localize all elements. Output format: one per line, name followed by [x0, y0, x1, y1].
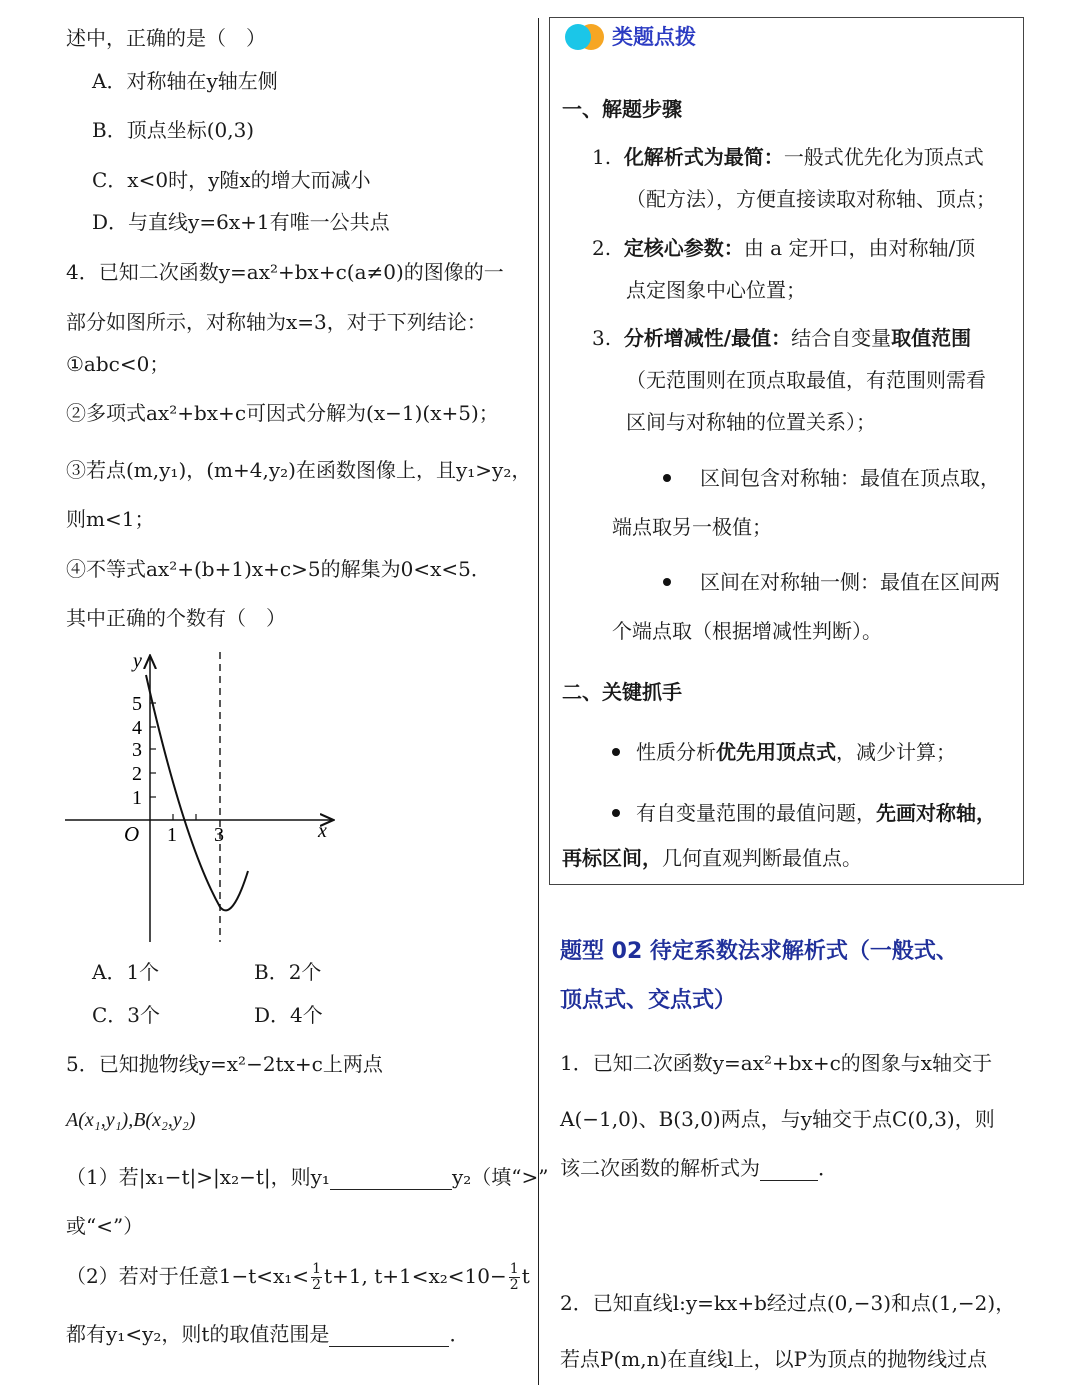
sub-bullet-2: 区间在对称轴一侧：最值在区间两 [700, 570, 1000, 594]
q4-question: 其中正确的个数有（ ） [66, 606, 286, 630]
r-q1-blank [760, 1158, 818, 1181]
x-tick-3: 3 [214, 824, 224, 846]
r-q1-end: ． [818, 1156, 838, 1180]
q5-part2-text-a: （2）若对于任意1−t<x₁< [66, 1264, 310, 1288]
step-1-num: 1. [592, 145, 612, 169]
step-3-num: 3. [592, 326, 612, 350]
fraction-half-1-num: 1 [312, 1261, 321, 1277]
r-q1-line3 [560, 1154, 838, 1182]
step-1-bold: 化解析式为最简： [623, 145, 784, 169]
r-q1-line1: 1．已知二次函数y=ax²+bx+c的图象与x轴交于 [560, 1051, 993, 1075]
bullet-dot-icon [663, 474, 671, 482]
sub-bullet-1-cont: 端点取另一极值； [612, 515, 772, 539]
bullet-dot-icon [612, 809, 620, 817]
q5-part1-text: （1）若|x₁−t|>|x₂−t|，则y₁ [66, 1165, 330, 1189]
step-2 [592, 234, 975, 262]
q4-line1: 4．已知二次函数y=ax²+bx+c(a≠0)的图像的一 [66, 260, 504, 284]
key-2-d: 几何直观判断最值点。 [662, 846, 862, 870]
step-2-text: 由 a 定开口，由对称轴/顶 [743, 236, 976, 260]
sub-bullet-2-cont: 个端点取（根据增减性判断）。 [612, 619, 882, 643]
fraction-half-2-num: 1 [509, 1261, 519, 1277]
q3-stem: 述中，正确的是（ ） [66, 26, 266, 50]
q5-points: A(x₁,y₁),B(x₂,y₂) [66, 1109, 196, 1131]
q3-option-c: C．x<0时，y随x的增大而减小 [92, 168, 371, 192]
y-tick-4: 4 [132, 717, 142, 739]
key-2-c: 再标区间， [562, 846, 662, 870]
sub-bullet-1: 区间包含对称轴：最值在顶点取， [700, 466, 1000, 490]
key-point-2-cont [562, 844, 862, 872]
tips-section-2: 二、关键抓手 [562, 680, 682, 704]
q5-part2-cont [66, 1320, 469, 1348]
x-tick-1: 1 [167, 824, 177, 846]
q5-part2-text-c: t [521, 1264, 530, 1288]
q4-line2: 部分如图所示，对称轴为x=3，对于下列结论： [66, 310, 487, 334]
step-3-text: 结合自变量 [791, 326, 892, 350]
tips-section-1: 一、解题步骤 [562, 97, 682, 121]
y-tick-5: 5 [132, 693, 142, 715]
key-point-1 [636, 738, 956, 766]
step-3-bold: 分析增减性/最值： [623, 326, 792, 350]
q5-part1-cont: 或“<”） [66, 1214, 144, 1238]
y-tick-3: 3 [132, 739, 142, 761]
r-q1-text: 该二次函数的解析式为 [560, 1156, 760, 1180]
y-axis-label: y [133, 650, 142, 672]
key-1-c: ，减少计算； [836, 740, 956, 764]
key-2-b: 先画对称轴， [876, 801, 996, 825]
q5-part1-blank [330, 1167, 452, 1190]
step-3-cont-2: 区间与对称轴的位置关系）； [626, 410, 876, 434]
bullet-dot-icon [612, 748, 620, 756]
step-3-bold2: 取值范围 [891, 326, 972, 350]
parabola-curve [146, 675, 248, 910]
q4-conclusion-2: ②多项式ax²+bx+c可因式分解为(x−1)(x+5)； [66, 401, 499, 425]
q4-conclusion-3: ③若点(m,y₁)，(m+4,y₂)在函数图像上，且y₁>y₂， [66, 458, 532, 482]
q5-part1 [66, 1163, 548, 1191]
q5-part2-end: ． [449, 1322, 470, 1346]
section-title-line1: 题型 02 待定系数法求解析式（一般式、 [560, 939, 958, 964]
section-title-line2: 顶点式、交点式） [560, 988, 737, 1013]
q4-option-d: D．4个 [254, 1003, 323, 1027]
q4-option-c: C．3个 [92, 1003, 161, 1027]
fraction-half-2 [509, 1262, 520, 1293]
q3-option-d: D．与直线y=6x+1有唯一公共点 [92, 210, 390, 234]
key-point-2 [636, 799, 996, 827]
fraction-half-1-den: 2 [312, 1277, 321, 1293]
q5-line1: 5．已知抛物线y=x²−2tx+c上两点 [66, 1052, 383, 1076]
q5-part2-blank [329, 1324, 449, 1347]
q4-conclusion-3b: 则m<1； [66, 507, 155, 531]
step-1-text: 一般式优先化为顶点式 [783, 145, 984, 169]
step-2-num: 2. [592, 236, 612, 260]
q4-option-a: A．1个 [92, 960, 160, 984]
step-1 [592, 143, 984, 171]
q5-part2-text-b: t+1, t+1<x₂<10− [323, 1264, 507, 1288]
step-3 [592, 324, 971, 352]
q4-option-b: B．2个 [254, 960, 322, 984]
key-1-a: 性质分析 [636, 740, 716, 764]
step-1-cont: （配方法），方便直接读取对称轴、顶点； [626, 187, 996, 211]
y-tick-2: 2 [132, 763, 142, 785]
q4-conclusion-4: ④不等式ax²+(b+1)x+c>5的解集为0<x<5． [66, 557, 491, 581]
q3-option-b: B．顶点坐标(0,3) [92, 118, 255, 142]
q4-conclusion-1: ①abc<0； [66, 352, 170, 376]
tips-logo-icon [565, 24, 609, 50]
q5-part2-line [66, 1262, 530, 1293]
q5-part1-text2: y₂（填“>” [451, 1165, 549, 1189]
x-axis-label: x [318, 820, 327, 842]
step-3-cont-1: （无范围则在顶点取最值，有范围则需看 [626, 368, 986, 392]
key-1-b: 优先用顶点式 [716, 740, 836, 764]
step-2-bold: 定核心参数： [623, 236, 744, 260]
fraction-half-1 [311, 1262, 322, 1293]
r-q1-line2: A(−1,0)、B(3,0)两点，与y轴交于点C(0,3)，则 [560, 1107, 995, 1131]
q5-part2-text-d: 都有y₁<y₂，则t的取值范围是 [66, 1322, 330, 1346]
r-q2-line2: 若点P(m,n)在直线l上，以P为顶点的抛物线过点 [560, 1347, 988, 1371]
key-2-a: 有自变量范围的最值问题， [636, 801, 876, 825]
tips-title: 类题点拨 [612, 25, 696, 49]
q4-parabola-graph [60, 645, 350, 950]
step-2-cont: 点定图象中心位置； [626, 278, 806, 302]
r-q2-line1: 2．已知直线l:y=kx+b经过点(0,−3)和点(1,−2)， [560, 1291, 1016, 1315]
fraction-half-2-den: 2 [509, 1277, 519, 1293]
y-tick-1: 1 [132, 787, 142, 809]
q3-option-a: A．对称轴在y轴左侧 [92, 69, 278, 93]
origin-label: O [124, 822, 140, 846]
bullet-dot-icon [663, 578, 671, 586]
